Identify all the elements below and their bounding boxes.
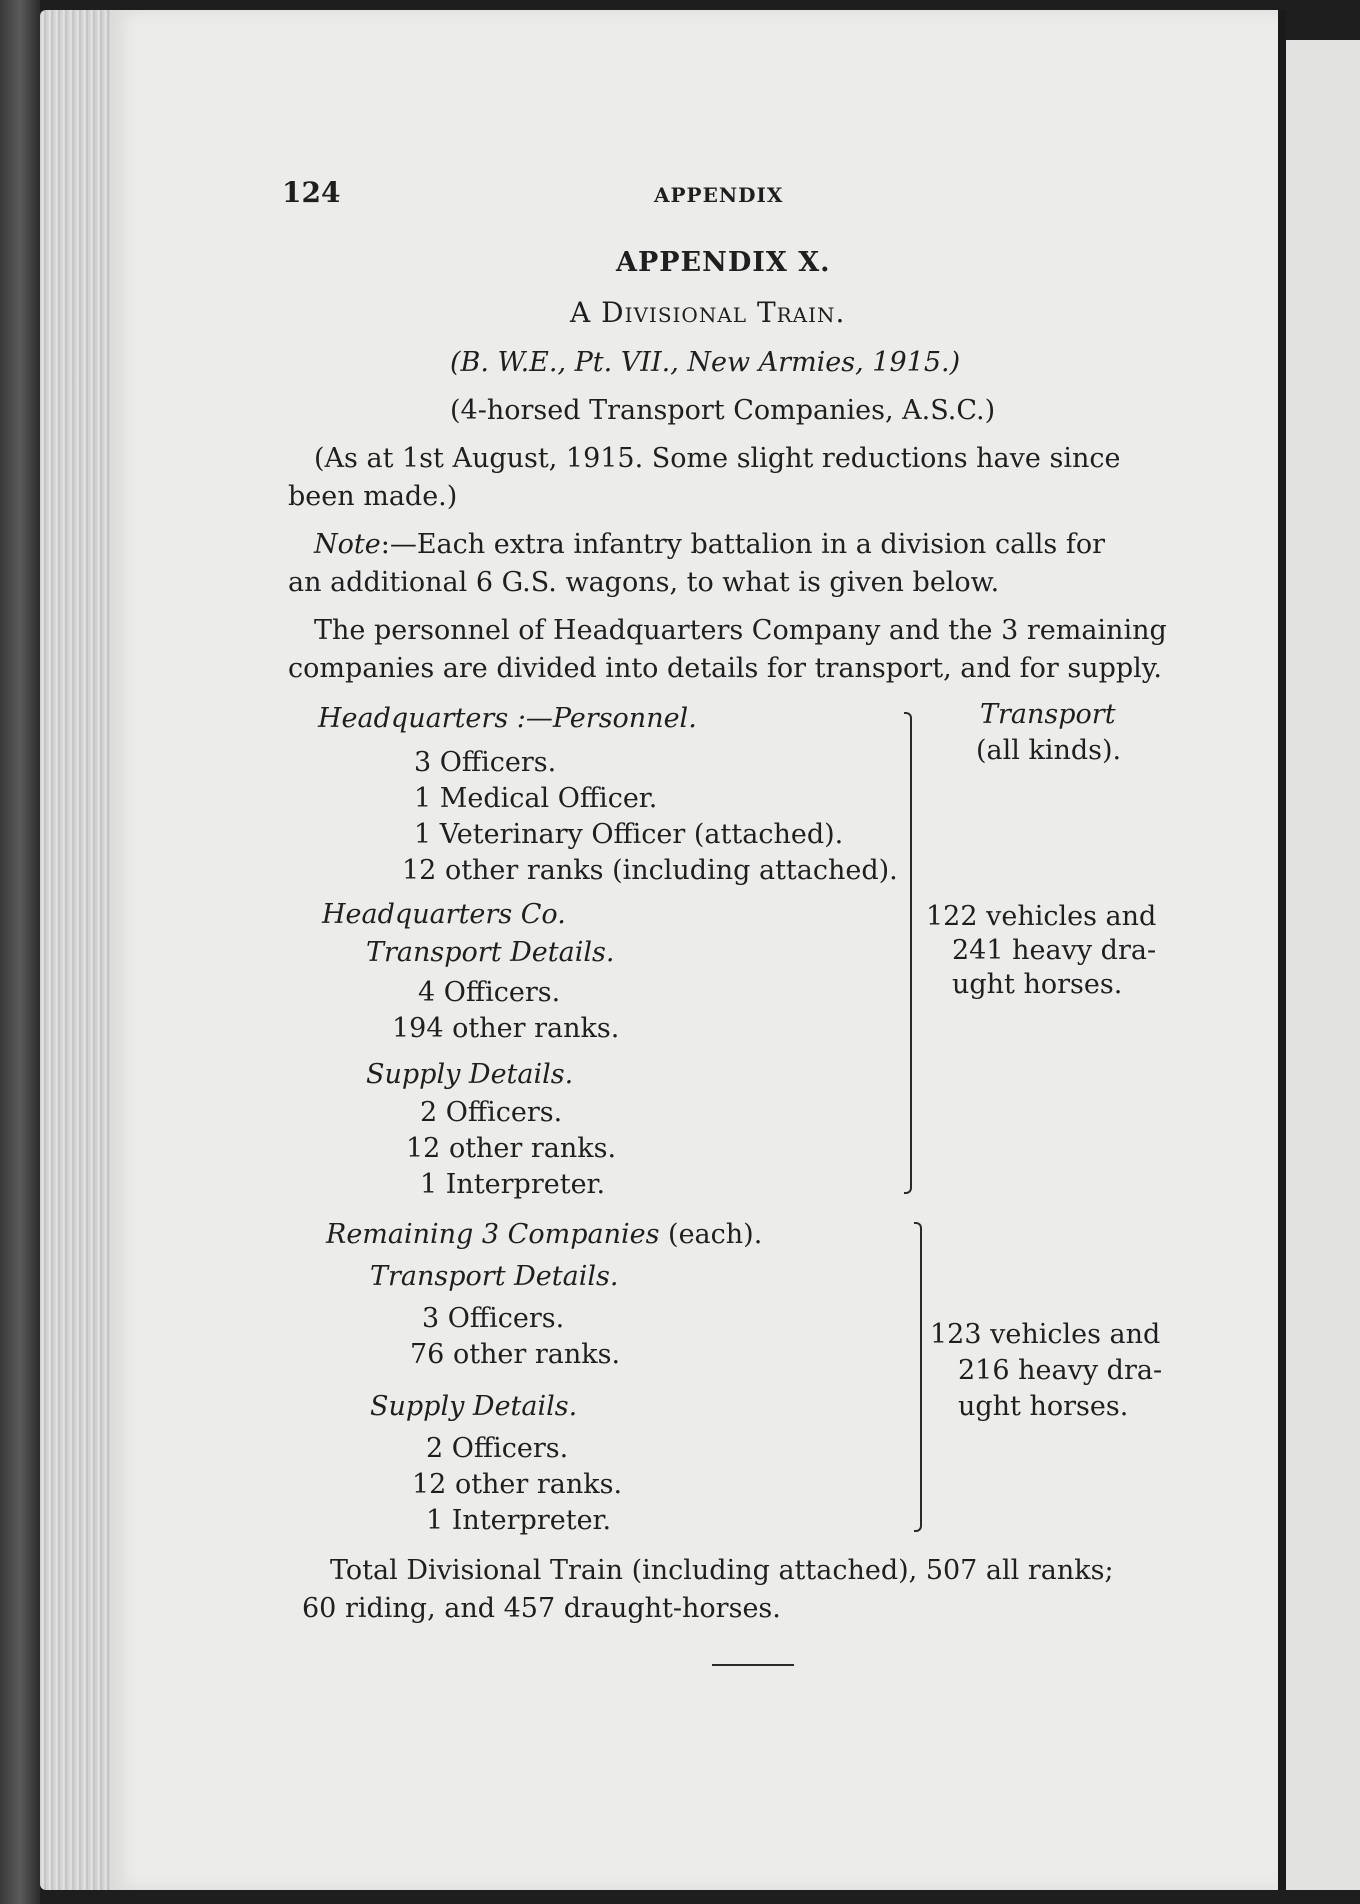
brace-headquarters — [904, 712, 912, 1194]
page-stack-edge — [40, 10, 120, 1890]
hq-company-heading: Headquarters Co. — [322, 899, 566, 930]
running-head: APPENDIX — [654, 183, 784, 207]
book-spine-edge — [0, 0, 40, 1904]
remaining-transport-heading: Transport Details. — [370, 1261, 619, 1292]
remaining-heading-suffix: (each). — [659, 1219, 763, 1250]
remaining-heading — [326, 1218, 762, 1252]
hq-personnel-item: 3 Officers. — [414, 747, 557, 778]
section-subtitle: A Divisional Train. — [570, 296, 846, 329]
note-line-1-text: :—Each extra infantry battalion in a division calls for — [380, 529, 1106, 560]
group2-line-2: 216 heavy dra- — [958, 1355, 1163, 1386]
hq-transport-heading: Transport Details. — [366, 937, 615, 968]
intro-line-2: companies are divided into details for transport, and for supply. — [288, 653, 1163, 684]
hq-supply-heading: Supply Details. — [366, 1059, 574, 1090]
facing-page-edge — [1286, 40, 1360, 1890]
hq-supply-item: 12 other ranks. — [406, 1133, 617, 1164]
page-gutter — [1278, 10, 1286, 1890]
note-label: Note — [314, 529, 381, 560]
remaining-supply-item: 1 Interpreter. — [426, 1505, 612, 1536]
remaining-supply-item: 2 Officers. — [426, 1433, 569, 1464]
transport-subheading: (all kinds). — [976, 735, 1122, 766]
remaining-heading-label: Remaining 3 Companies — [326, 1219, 660, 1250]
transport-heading: Transport — [980, 699, 1116, 730]
group1-line-1: 122 vehicles and — [926, 901, 1157, 932]
appendix-title: APPENDIX X. — [616, 247, 831, 278]
total-line-1: Total Divisional Train (including attached), 507 all ranks; — [330, 1555, 1114, 1586]
hq-transport-item: 4 Officers. — [418, 977, 561, 1008]
hq-supply-item: 1 Interpreter. — [420, 1169, 606, 1200]
brace-remaining-companies — [914, 1222, 922, 1532]
page-number: 124 — [282, 176, 341, 209]
hq-personnel-item: 12 other ranks (including attached). — [402, 855, 898, 886]
note-line-2: an additional 6 G.S. wagons, to what is given below. — [288, 567, 1000, 598]
date-note-line-2: been made.) — [288, 481, 458, 512]
group2-line-1: 123 vehicles and — [930, 1319, 1161, 1350]
hq-supply-item: 2 Officers. — [420, 1097, 563, 1128]
companies-note: (4-horsed Transport Companies, A.S.C.) — [450, 395, 996, 426]
remaining-transport-item: 76 other ranks. — [410, 1339, 621, 1370]
total-line-2: 60 riding, and 457 draught-horses. — [302, 1593, 781, 1624]
hq-personnel-item: 1 Medical Officer. — [414, 783, 658, 814]
group1-line-2: 241 heavy dra- — [952, 935, 1157, 966]
group1-line-3: ught horses. — [952, 969, 1123, 1000]
remaining-transport-item: 3 Officers. — [422, 1303, 565, 1334]
hq-personnel-heading: Headquarters :—Personnel. — [318, 703, 697, 734]
hq-transport-item: 194 other ranks. — [392, 1013, 620, 1044]
intro-line-1: The personnel of Headquarters Company and the 3 remaining — [314, 615, 1167, 646]
source-reference: (B. W.E., Pt. VII., New Armies, 1915.) — [450, 347, 961, 378]
note-line-1 — [314, 528, 1105, 562]
group2-line-3: ught horses. — [958, 1391, 1129, 1422]
remaining-supply-item: 12 other ranks. — [412, 1469, 623, 1500]
remaining-supply-heading: Supply Details. — [370, 1391, 578, 1422]
hq-personnel-item: 1 Veterinary Officer (attached). — [414, 819, 844, 850]
date-note-line-1: (As at 1st August, 1915. Some slight reductions have since — [314, 443, 1121, 474]
closing-rule — [712, 1664, 794, 1666]
